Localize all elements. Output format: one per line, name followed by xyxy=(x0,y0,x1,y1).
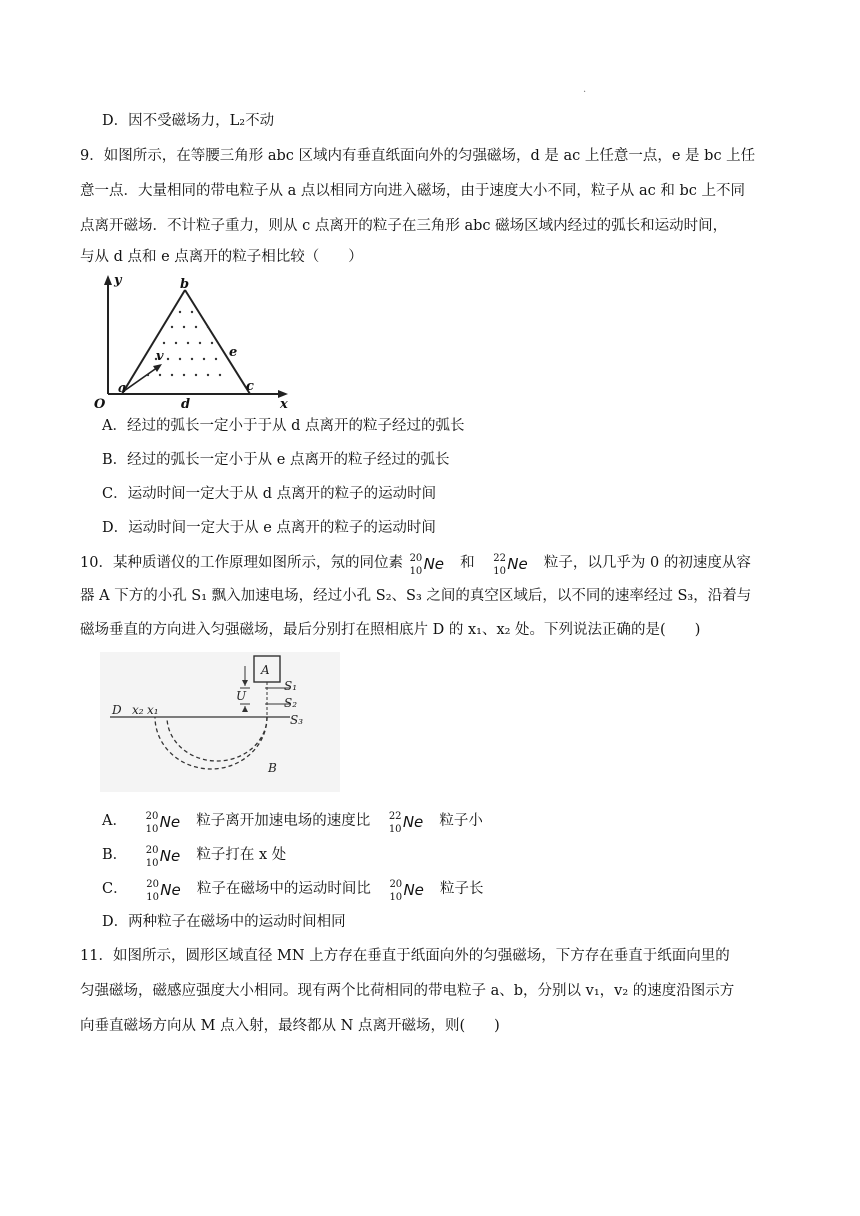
iso-mass: 20 xyxy=(409,553,423,564)
q9-stem-line2: 意一点．大量相同的带电粒子从 a 点以相同方向进入磁场，由于速度大小不同，粒子从 ac 和 bc 上不同 xyxy=(80,183,745,199)
label-o: O xyxy=(94,397,106,410)
iso-mass: 20 xyxy=(389,879,403,890)
q11-stem-line2: 匀强磁场，磁感应强度大小相同。现有两个比荷相同的带电粒子 a、b，分别以 v₁，v₂ 的速度沿图示方 xyxy=(80,983,735,999)
label-B: B xyxy=(268,761,277,775)
iso-mass: 20 xyxy=(145,845,159,856)
q9-stem-line3: 点离开磁场．不计粒子重力，则从 c 点离开的粒子在三角形 abc 磁场区域内经过的弧长和运动时间， xyxy=(80,218,728,234)
q10-option-d[interactable]: D．两种粒子在磁场中的运动时间相同 xyxy=(102,914,346,930)
q9-stem-line1: 9．如图所示，在等腰三角形 abc 区域内有垂直纸面向外的匀强磁场，d 是 ac 上任意一点，e 是 bc 上任 xyxy=(80,148,756,164)
iso-num: 10 xyxy=(146,892,159,903)
isotope-ne20 xyxy=(410,551,454,575)
option-letter: A． xyxy=(102,813,127,829)
isotope-ne22 xyxy=(493,551,537,575)
iso-symbol: Ne xyxy=(507,555,528,573)
q10-spectrometer-figure xyxy=(100,652,340,792)
iso-num: 10 xyxy=(388,824,402,835)
isotope-ne20 xyxy=(146,809,190,833)
q9-stem-line4: 与从 d 点和 e 点离开的粒子相比较（ ） xyxy=(80,249,363,265)
iso-num: 10 xyxy=(493,566,507,577)
label-a: a xyxy=(118,381,127,396)
top-dot: . xyxy=(583,84,587,95)
isotope-ne20 xyxy=(389,877,433,901)
label-d: d xyxy=(181,397,191,410)
iso-num: 10 xyxy=(409,566,423,577)
option-text: 粒子离开加速电场的速度比 xyxy=(196,813,371,829)
q9-option-a[interactable]: A．经过的弧长一定小于于从 d 点离开的粒子经过的弧长 xyxy=(102,418,465,434)
isotope-ne22 xyxy=(389,809,433,833)
q10-l1b: 和 xyxy=(460,555,475,571)
label-b: b xyxy=(180,277,190,292)
q10-option-b[interactable] xyxy=(102,843,286,867)
q10-l1c: 粒子，以几乎为 0 的初速度从容 xyxy=(543,555,751,571)
iso-symbol: Ne xyxy=(423,555,445,573)
q8-option-d[interactable]: D．因不受磁场力，L₂不动 xyxy=(102,113,275,129)
label-y: y xyxy=(114,273,122,288)
q10-stem-line3: 磁场垂直的方向进入匀强磁场，最后分别打在照相底片 D 的 x₁、x₂ 处。下列说法正确的是( ) xyxy=(80,622,701,638)
option-text: 粒子长 xyxy=(440,881,484,897)
label-S3: S₃ xyxy=(290,713,304,727)
option-text: 粒子小 xyxy=(439,813,483,829)
label-e: e xyxy=(229,345,238,360)
option-letter: C． xyxy=(102,881,128,897)
q9-option-b[interactable]: B．经过的弧长一定小于从 e 点离开的粒子经过的弧长 xyxy=(102,452,450,468)
q9-option-d[interactable]: D．运动时间一定大于从 e 点离开的粒子的运动时间 xyxy=(102,520,436,536)
option-text: 粒子打在 x 处 xyxy=(196,847,287,863)
iso-mass: 22 xyxy=(493,553,507,564)
q9-triangle-figure xyxy=(92,270,292,410)
q9-option-c[interactable]: C．运动时间一定大于从 d 点离开的粒子的运动时间 xyxy=(102,486,437,502)
isotope-ne20 xyxy=(146,843,190,867)
iso-symbol: Ne xyxy=(403,881,424,899)
q10-option-a[interactable] xyxy=(102,809,483,833)
iso-num: 10 xyxy=(145,824,159,835)
iso-symbol: Ne xyxy=(402,813,424,831)
q10-stem-line1 xyxy=(80,551,751,575)
q11-stem-line1: 11．如图所示，圆形区域直径 MN 上方存在垂直于纸面向外的匀强磁场，下方存在垂直于纸面向里的 xyxy=(80,948,730,964)
label-c: c xyxy=(246,379,254,394)
iso-symbol: Ne xyxy=(160,881,181,899)
label-U: U xyxy=(236,689,247,703)
label-D: D xyxy=(112,703,122,717)
isotope-ne20 xyxy=(146,877,190,901)
iso-num: 10 xyxy=(389,892,403,903)
iso-num: 10 xyxy=(145,858,159,869)
iso-mass: 22 xyxy=(388,811,402,822)
label-S2: S₂ xyxy=(284,696,298,710)
iso-symbol: Ne xyxy=(159,847,181,865)
label-A: A xyxy=(261,663,270,677)
label-x: x xyxy=(280,397,288,410)
q10-stem-line2: 器 A 下方的小孔 S₁ 飘入加速电场，经过小孔 S₂、S₃ 之间的真空区域后，以不同的速率经过 S₃，沿着与 xyxy=(80,588,752,604)
label-x2: x₂ xyxy=(132,703,144,717)
option-text: 粒子在磁场中的运动时间比 xyxy=(196,881,371,897)
label-v: v xyxy=(156,349,164,364)
label-S1: S₁ xyxy=(284,679,298,693)
q11-stem-line3: 向垂直磁场方向从 M 点入射，最终都从 N 点离开磁场，则( ) xyxy=(80,1018,500,1034)
iso-mass: 20 xyxy=(145,811,159,822)
label-x1: x₁ xyxy=(147,703,159,717)
iso-symbol: Ne xyxy=(159,813,181,831)
iso-mass: 20 xyxy=(146,879,159,890)
option-letter: B． xyxy=(102,847,128,863)
q10-l1a: 10．某种质谱仪的工作原理如图所示，氖的同位素 xyxy=(80,555,403,571)
q10-option-c[interactable] xyxy=(102,877,484,901)
